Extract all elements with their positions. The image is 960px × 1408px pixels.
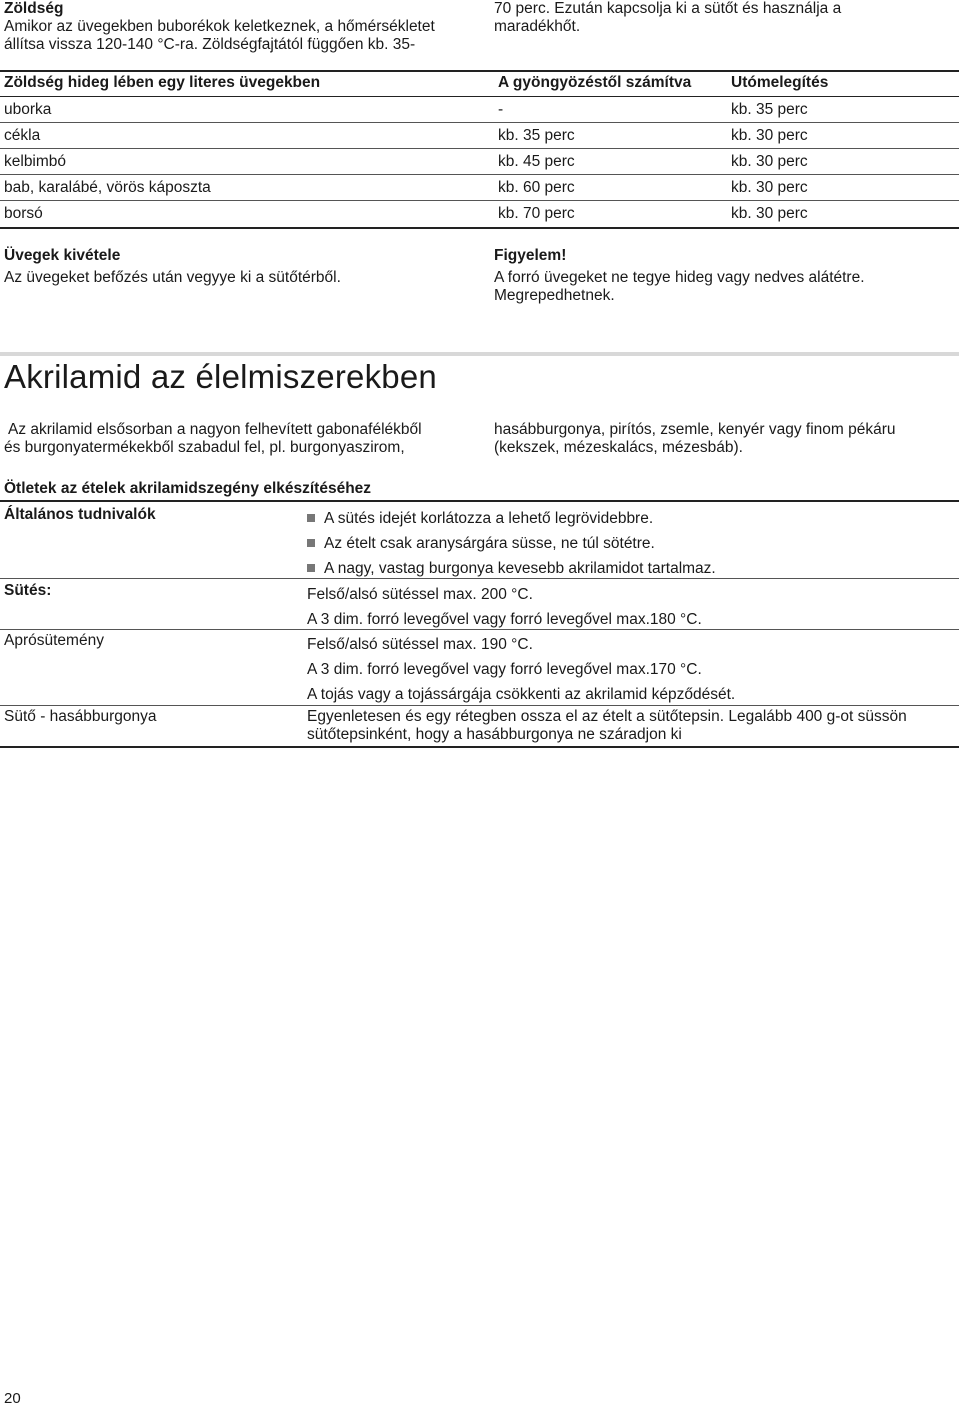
cell-post-heat: kb. 30 perc [731,127,808,144]
cell-boil-time: kb. 60 perc [498,179,575,196]
warning-line: A forró üvegeket ne tegye hideg vagy nedves alátétre. [494,269,865,286]
paragraph-line: Az akrilamid elsősorban a nagyon felhevített gabonafélékből [8,421,422,438]
intro-text-line: maradékhőt. [494,18,581,35]
text-line: Felső/alsó sütéssel max. 200 °C. [307,586,533,603]
cell-vegetable: kelbimbó [4,153,67,170]
intro-text-line: Amikor az üvegekben buborékok keletkeznek, a hőmérsékletet [4,18,435,35]
square-bullet-icon [307,539,315,547]
cell-post-heat: kb. 35 perc [731,101,808,118]
page-title: Akrilamid az élelmiszerekben [4,358,437,395]
square-bullet-icon [307,514,315,522]
acrylamide-left-text [6,421,476,457]
intro-text-line: 70 perc. Ezután kapcsolja ki a sütőt és használja a [494,0,842,17]
section-heading: Zöldség [4,0,64,17]
text-line: A tojás vagy a tojássárgája csökkenti az akrilamid képződését. [307,686,736,703]
warning-heading: Figyelem! [494,247,567,264]
intro-text-line: állítsa vissza 120-140 °C-ra. Zöldségfajtától függően kb. 35- [4,36,416,53]
text-line: A 3 dim. forró levegővel vagy forró levegővel max.180 °C. [307,611,702,628]
paragraph-line: és burgonyatermékekből szabadul fel, pl. burgonyaszirom, [4,439,405,456]
cell-vegetable: bab, karalábé, vörös káposzta [4,179,211,196]
table-row [0,97,959,123]
intro-right-column [494,0,954,36]
acrylamide-right-text [494,421,956,457]
baking-label: Sütés: [4,582,52,599]
table-row [0,175,959,201]
bullet-item [307,506,716,531]
paragraph-line: hasábburgonya, pirítós, zsemle, kenyér vagy finom pékáru [494,421,896,438]
text-line: A 3 dim. forró levegővel vagy forró levegővel max.170 °C. [307,661,702,678]
table-row [0,201,959,227]
jars-text: Az üvegeket befőzés után vegyye ki a sütőtérből. [4,269,341,286]
tips-heading: Ötletek az ételek akrilamidszegény elkészítéséhez [4,480,372,497]
jars-heading: Üvegek kivétele [4,247,121,264]
cell-post-heat: kb. 30 perc [731,179,808,196]
cookies-label: Aprósütemény [4,632,104,649]
cell-post-heat: kb. 30 perc [731,153,808,170]
cookies-text [307,632,735,707]
table-row [0,123,959,149]
row-divider [0,629,959,630]
baking-text [307,582,702,632]
cell-post-heat: kb. 30 perc [731,205,808,222]
tips-bottom-rule [0,746,959,748]
cell-boil-time: kb. 45 perc [498,153,575,170]
row-divider [0,705,959,706]
cell-vegetable: uborka [4,101,52,118]
cell-vegetable: cékla [4,127,41,144]
section-divider [0,352,959,356]
bullet-text: Az ételt csak aranysárgára süsse, ne túl sötétre. [324,535,655,552]
bullet-text: A nagy, vastag burgonya kevesebb akrilamidot tartalmaz. [324,560,716,577]
text-line: sütőtepsinként, hogy a hasábburgonya ne száradjon ki [307,726,682,743]
tips-top-rule [0,500,959,502]
table-header-vegetable: Zöldség hideg lében egy literes üvegekben [4,74,321,91]
page-number: 20 [4,1390,21,1407]
warning-text [494,269,865,305]
cell-boil-time: kb. 35 perc [498,127,575,144]
fries-label: Sütő - hasábburgonya [4,708,157,725]
general-bullets [307,506,716,581]
bullet-item [307,531,716,556]
cell-vegetable: borsó [4,205,43,222]
general-label: Általános tudnivalók [4,506,156,523]
table-bottom-rule [0,227,959,229]
table-header-post-heat: Utómelegítés [731,74,829,91]
bullet-text: A sütés idejét korlátozza a lehető legrövidebbre. [324,510,654,527]
table-top-rule [0,70,959,72]
intro-left-column [4,0,474,54]
paragraph-line: (kekszek, mézeskalács, mézesbáb). [494,439,743,456]
table-header-boil-time: A gyöngyözéstől számítva [498,74,692,91]
fries-text [307,708,955,744]
text-line: Egyenletesen és egy rétegben ossza el az ételt a sütőtepsin. Legalább 400 g-ot süssön [307,708,907,725]
text-line: Felső/alsó sütéssel max. 190 °C. [307,636,533,653]
table-row [0,149,959,175]
square-bullet-icon [307,564,315,572]
cell-boil-time: kb. 70 perc [498,205,575,222]
warning-line: Megrepedhetnek. [494,287,615,304]
row-divider [0,578,959,579]
cell-boil-time: - [498,101,504,118]
